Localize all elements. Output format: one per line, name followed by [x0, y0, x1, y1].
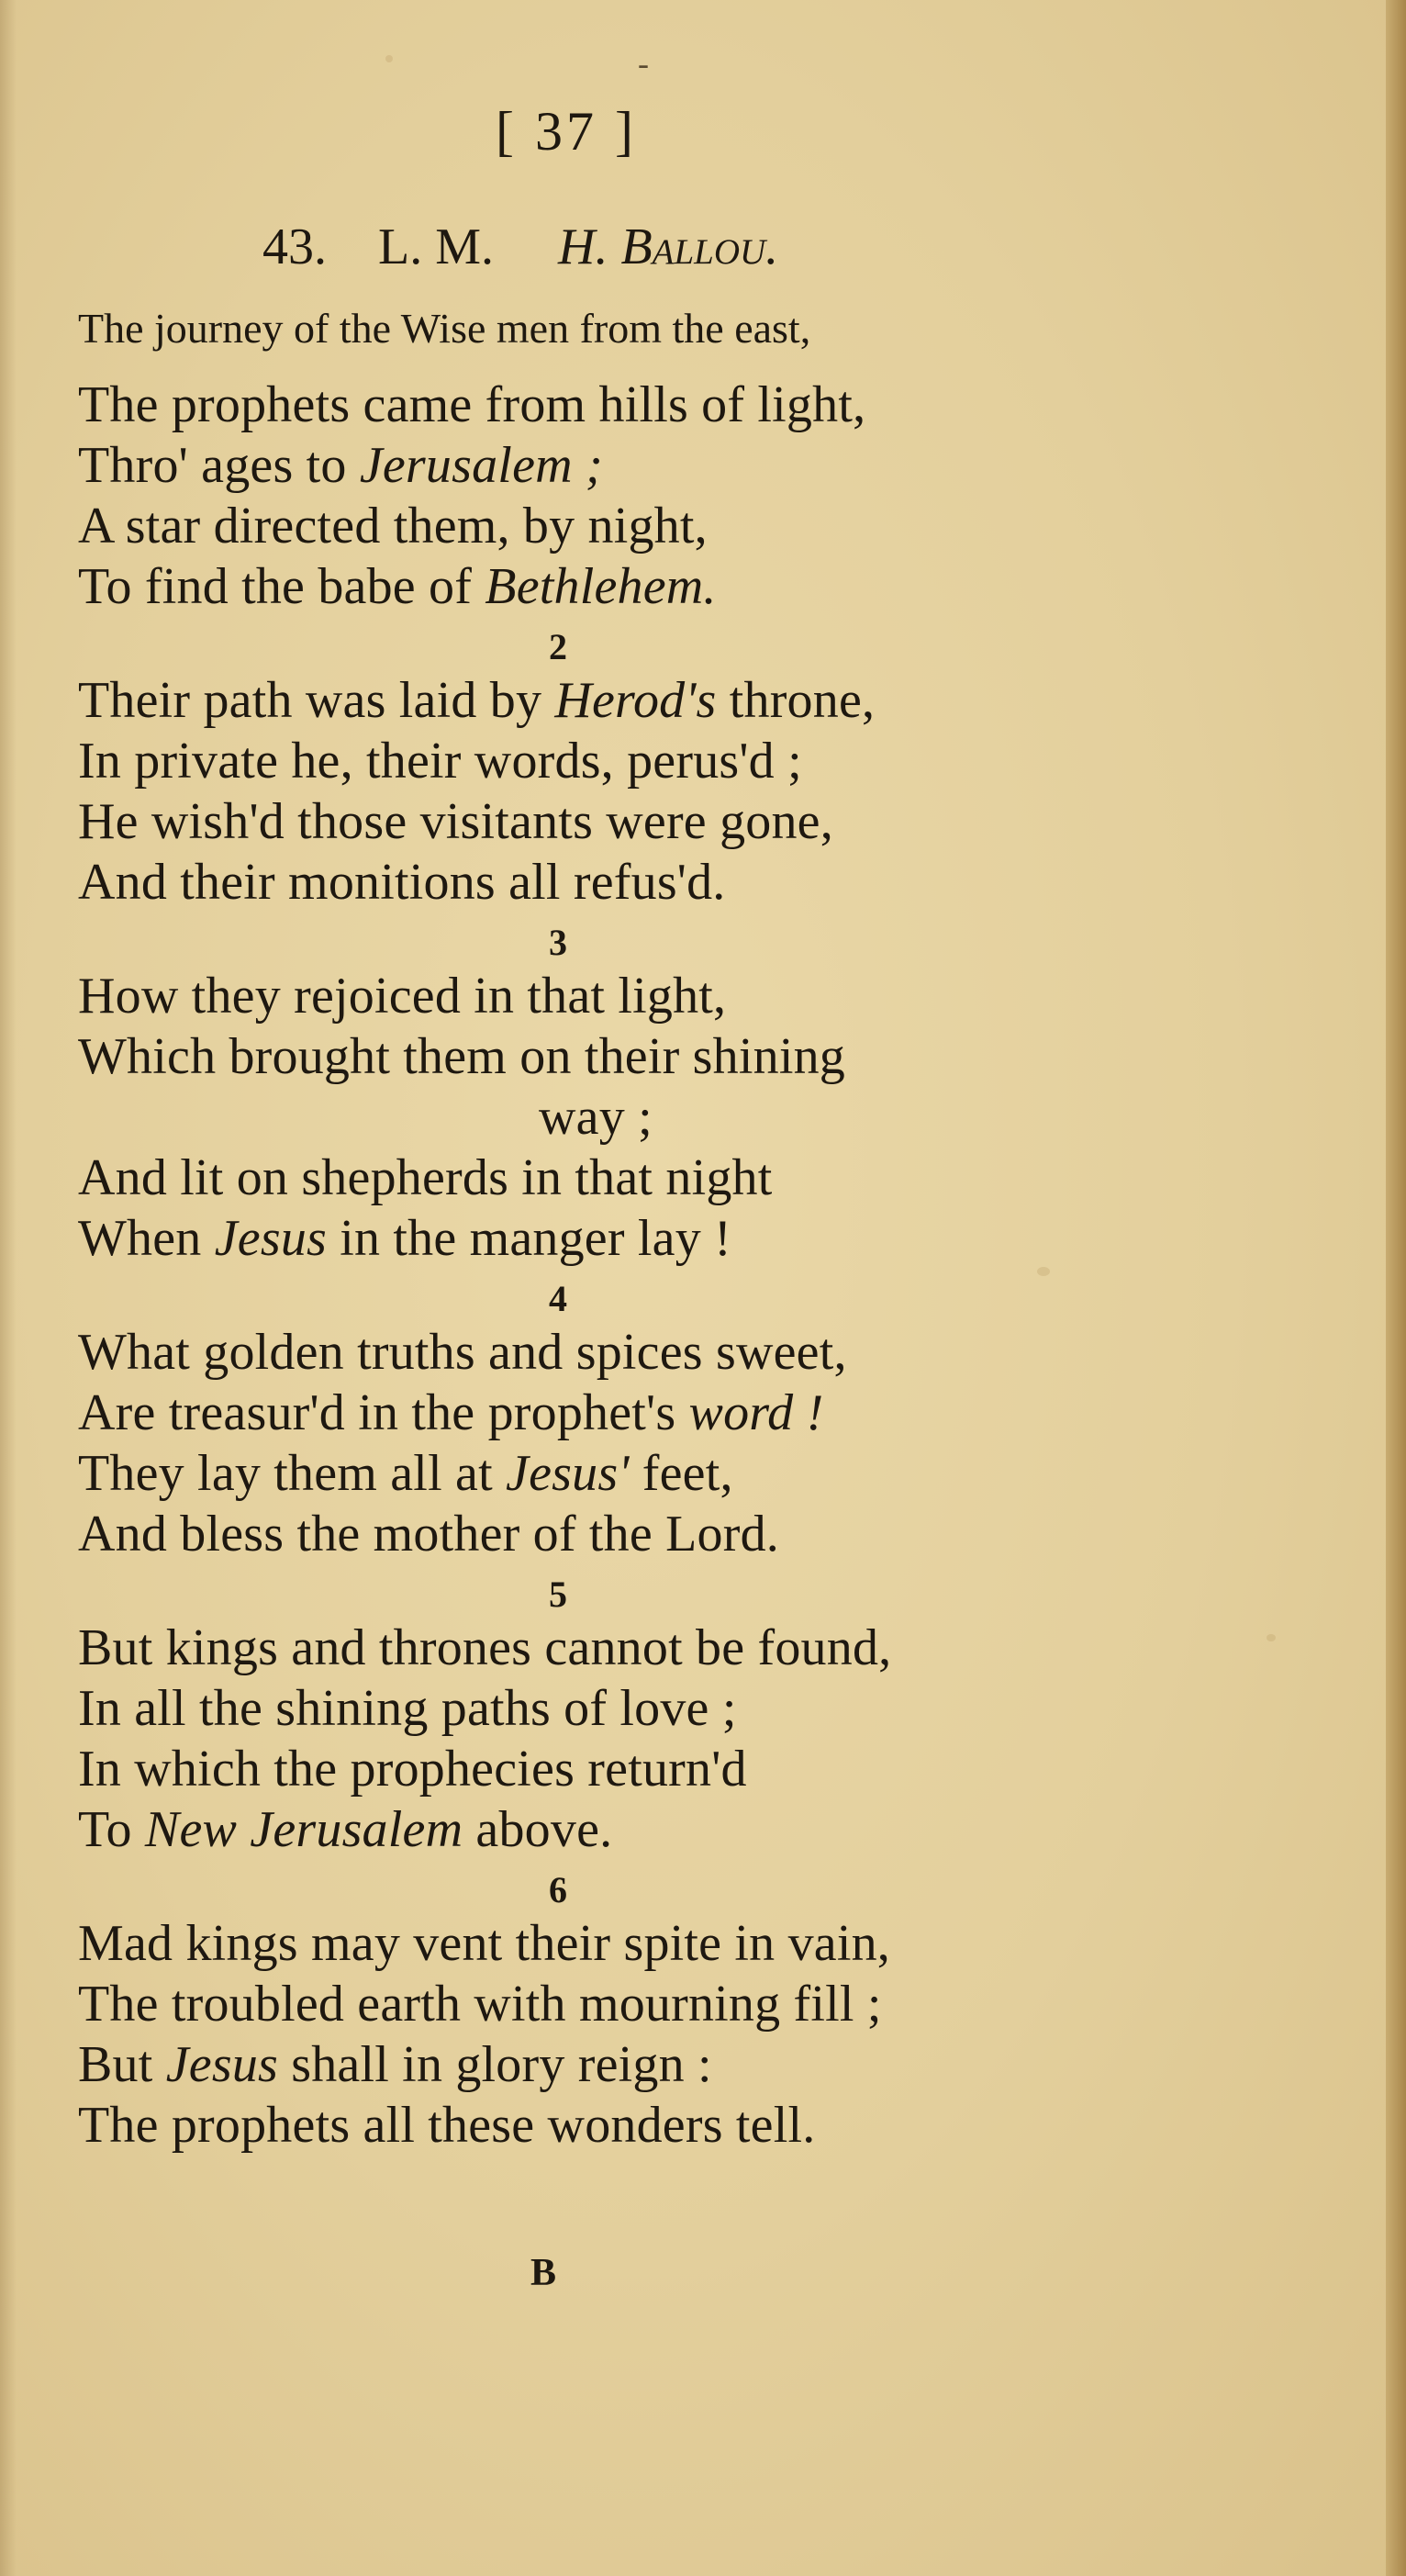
- hymn-heading: [262, 217, 778, 277]
- verse-line: [78, 1974, 882, 2034]
- verse-line-text: In which the prophecies return'd: [78, 1741, 747, 1798]
- verse-line: [78, 791, 833, 852]
- verse-line: [78, 670, 875, 731]
- verse-line: [78, 1799, 612, 1860]
- verse-line-text: Jesus: [214, 1210, 328, 1267]
- verse-line-text: To: [78, 1801, 145, 1858]
- stanza-number: 5: [549, 1574, 567, 1615]
- verse-line: [78, 435, 603, 496]
- verse-line: [78, 731, 802, 791]
- verse-line-text: Herod's: [554, 672, 717, 729]
- verse-line-text: above.: [463, 1801, 613, 1858]
- verse-line-text: But: [78, 2036, 166, 2093]
- verse-line-text: And bless the mother of the Lord.: [78, 1506, 779, 1562]
- stanza-number: 3: [549, 922, 567, 963]
- page-edge: [1386, 0, 1406, 2576]
- verse-line-text: Their path was laid by: [78, 672, 555, 729]
- verse-line-text: Mad kings may vent their spite in vain,: [78, 1915, 890, 1972]
- paper-spot: [1267, 1634, 1276, 1641]
- verse-line-text: shall in glory reign :: [278, 2036, 712, 2093]
- page-gutter-shadow: [0, 0, 17, 2576]
- verse-line: [78, 1026, 845, 1087]
- verse-line: [78, 556, 717, 617]
- verse-line-text: In all the shining paths of love ;: [78, 1680, 737, 1737]
- verse-line-text: The troubled earth with mourning fill ;: [78, 1976, 882, 2033]
- verse-line-text: The prophets all these wonders tell.: [78, 2097, 816, 2154]
- verse-line-text: throne,: [716, 672, 876, 729]
- verse-line-text: Are treasur'd in the prophet's: [78, 1384, 689, 1441]
- signature-mark: B: [530, 2252, 557, 2294]
- verse-line: [78, 1383, 823, 1443]
- hymn-meter: L. M.: [378, 218, 494, 275]
- verse-line-text: But kings and thrones cannot be found,: [78, 1619, 892, 1676]
- verse-line-text: word !: [688, 1384, 824, 1441]
- verse-line: [78, 1678, 737, 1739]
- verse-line-text: How they rejoiced in that light,: [78, 968, 727, 1025]
- verse-line-text: in the manger lay !: [327, 1210, 731, 1267]
- verse-line: [78, 1322, 847, 1383]
- verse-line: [78, 496, 708, 556]
- verse-line-text: Jesus: [165, 2036, 279, 2093]
- verse-line: [539, 1087, 653, 1148]
- verse-line-text: And lit on shepherds in that night: [78, 1149, 773, 1206]
- verse-line-text: What golden truths and spices sweet,: [78, 1324, 847, 1381]
- verse-line-text: New Jerusalem: [144, 1801, 463, 1858]
- page-number: [ 37 ]: [496, 101, 637, 162]
- stanza-number: 2: [549, 626, 567, 667]
- verse-line: [78, 2095, 815, 2156]
- hymn-number: 43.: [262, 218, 327, 275]
- top-mark: -: [638, 45, 649, 82]
- verse-line-text: He wish'd those visitants were gone,: [78, 793, 833, 850]
- verse-line: [78, 852, 726, 913]
- verse-line: [78, 1504, 779, 1564]
- verse-line-text: The prophets came from hills of light,: [78, 376, 866, 433]
- verse-line-text: Jesus': [506, 1445, 630, 1502]
- verse-line-text: In private he, their words, perus'd ;: [78, 733, 802, 790]
- verse-line-text: Bethlehem.: [485, 558, 717, 615]
- verse-line-text: When: [78, 1210, 215, 1267]
- verse-line: [78, 1148, 773, 1208]
- verse-line: [78, 1443, 733, 1504]
- paper-spot: [385, 55, 393, 62]
- verse-line-text: A star directed them, by night,: [78, 498, 708, 554]
- verse-line-text: Which brought them on their shining: [78, 1028, 845, 1085]
- verse-line-text: Jerusalem ;: [359, 437, 603, 494]
- verse-line: [78, 1739, 747, 1799]
- verse-line: [78, 1913, 890, 1974]
- stanza-number: 4: [549, 1278, 567, 1319]
- verse-line: [78, 1618, 891, 1678]
- verse-line-text: And their monitions all refus'd.: [78, 854, 726, 911]
- stanza-number: 6: [549, 1869, 567, 1910]
- verse-line-text: To find the babe of: [78, 558, 485, 615]
- verse-line-text: feet,: [629, 1445, 733, 1502]
- hymn-author: H. Ballou.: [558, 218, 779, 275]
- verse-line: [78, 2034, 712, 2095]
- verse-line-text: They lay them all at: [78, 1445, 507, 1502]
- hymn-title: The journey of the Wise men from the east,: [78, 305, 811, 352]
- verse-line: [78, 966, 726, 1026]
- verse-line-text: way ;: [539, 1089, 653, 1146]
- verse-line: [78, 375, 865, 435]
- verse-line: [78, 1208, 731, 1269]
- paper-spot: [1037, 1267, 1050, 1276]
- verse-line-text: Thro' ages to: [78, 437, 360, 494]
